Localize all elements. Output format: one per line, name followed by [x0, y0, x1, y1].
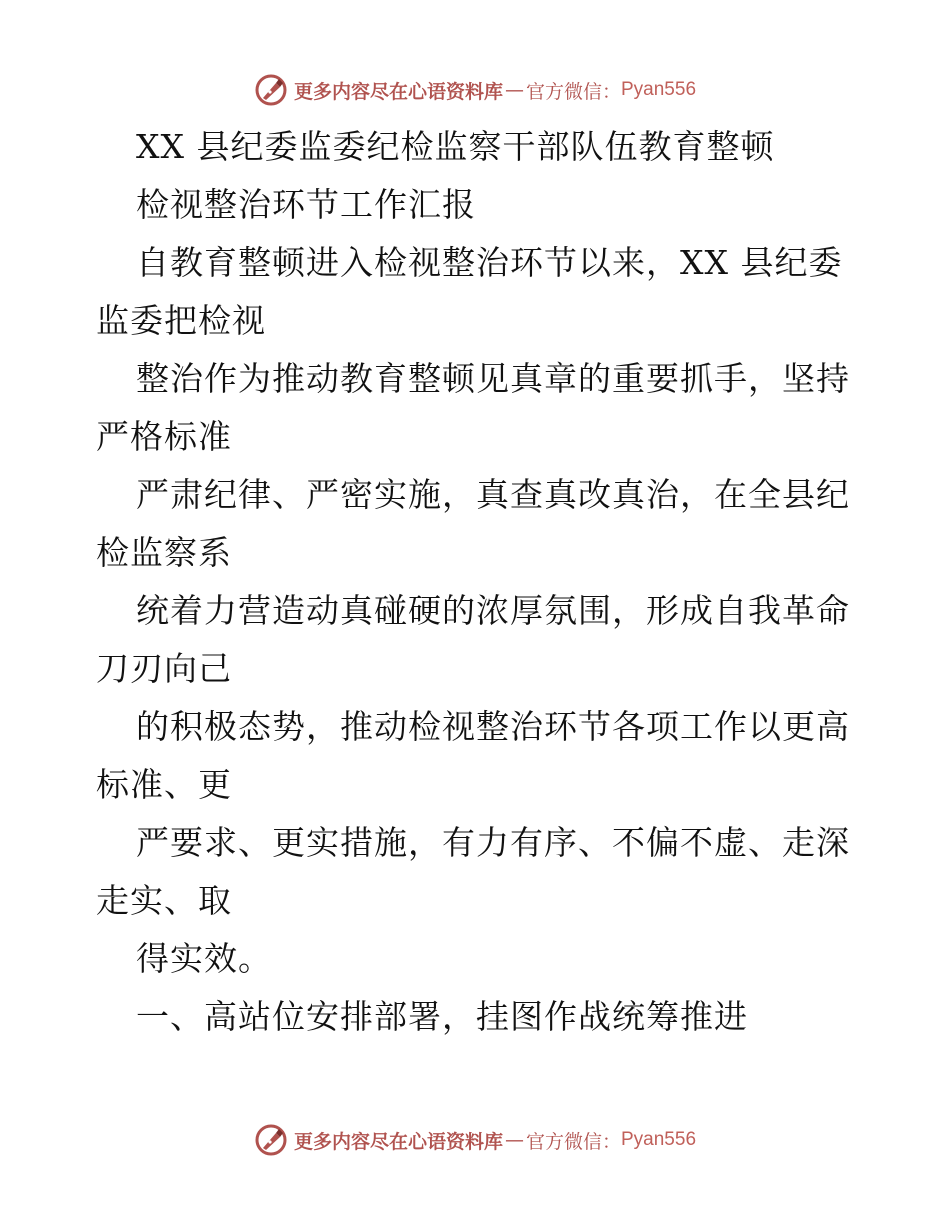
section-heading: 一、高站位安排部署，挂图作战统筹推进 [136, 997, 748, 1036]
paragraph-line: 的积极态势，推动检视整治环节各项工作以更高 [136, 707, 850, 746]
paragraph-line: 得实效。 [136, 939, 272, 978]
paragraph-line: 自教育整顿进入检视整治环节以来，XX 县纪委 [136, 243, 843, 282]
paragraph-line: 监委把检视 [96, 301, 266, 340]
title-line-1: XX 县纪委监委纪检监察干部队伍教育整顿 [136, 127, 775, 166]
pen-nib-logo-icon [254, 1123, 288, 1157]
watermark-code: Pyan556 [621, 1129, 697, 1150]
watermark-dash: — [504, 79, 524, 101]
watermark-footer [0, 1120, 950, 1160]
document-body [96, 118, 856, 1046]
watermark-dash: — [504, 1129, 524, 1151]
paragraph-line: 标准、更 [96, 765, 232, 804]
watermark-sub-text: 官方微信： [525, 80, 621, 103]
watermark-code: Pyan556 [621, 79, 697, 100]
watermark-main-text: 更多内容尽在心语资料库 [293, 1130, 503, 1153]
paragraph-line: 检监察系 [96, 533, 232, 572]
watermark-sub-text: 官方微信： [525, 1130, 621, 1153]
paragraph-line: 严格标准 [96, 417, 232, 456]
watermark-header [0, 70, 950, 110]
paragraph-line: 整治作为推动教育整顿见真章的重要抓手，坚持 [136, 359, 850, 398]
paragraph-line: 刀刃向己 [96, 649, 232, 688]
paragraph-line: 严要求、更实措施，有力有序、不偏不虚、走深 [136, 823, 850, 862]
paragraph-line: 走实、取 [96, 881, 232, 920]
paragraph-line: 严肃纪律、严密实施，真查真改真治，在全县纪 [136, 475, 850, 514]
paragraph-line: 统着力营造动真碰硬的浓厚氛围，形成自我革命 [136, 591, 850, 630]
title-line-2: 检视整治环节工作汇报 [136, 185, 476, 224]
watermark-main-text: 更多内容尽在心语资料库 [293, 80, 503, 103]
pen-nib-logo-icon [254, 73, 288, 107]
